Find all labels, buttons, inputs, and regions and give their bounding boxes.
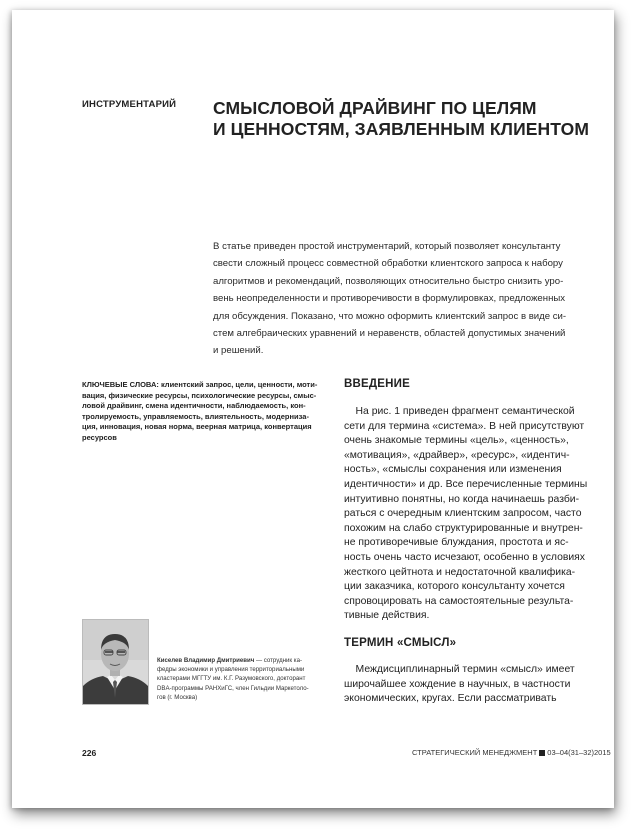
footer-journal bbox=[412, 748, 611, 757]
body-line: жесткого цейтнота и недостаточной квалифика- bbox=[344, 566, 576, 578]
journal-name: СТРАТЕГИЧЕСКИЙ МЕНЕДЖМЕНТ bbox=[412, 748, 538, 757]
author-line: федры экономики и управления территориальными bbox=[157, 666, 305, 674]
author-line: гов (г. Москва) bbox=[157, 693, 198, 701]
body-line: ность очень часто исчезают, особенно в условиях bbox=[344, 551, 585, 563]
separator-square-icon bbox=[539, 750, 545, 756]
body-line: похожим на слабо структурированные и внутрен- bbox=[344, 522, 583, 534]
body-line: «мотивация», «драйвер», «ресурс», «идентич- bbox=[344, 449, 570, 461]
body-line: идентичности» и др. Все перечисленные термины bbox=[344, 478, 588, 490]
body-line: не противоречивые блуждания, простота и яс- bbox=[344, 537, 569, 549]
intro-heading: ВВЕДЕНИЕ bbox=[344, 378, 410, 390]
keywords-line: ция, инновация, новая норма, веерная матрица, конвертация bbox=[82, 422, 312, 432]
abstract-line: алгоритмов и рекомендаций, позволяющих относительно быстро снизить уро- bbox=[213, 275, 564, 287]
body-line: интуитивно понятны, но когда начинаешь разби- bbox=[344, 493, 580, 505]
author-line: кластерами МГГТУ им. К.Г. Разумовского, докторант bbox=[157, 675, 306, 683]
term-heading: ТЕРМИН «СМЫСЛ» bbox=[344, 637, 457, 649]
body-line: тивные действия. bbox=[344, 610, 430, 622]
abstract-line: вень неопределенности и противоречивости в формулировках, предложенных bbox=[213, 293, 566, 305]
keywords-line: ресурсов bbox=[82, 432, 117, 442]
keywords bbox=[82, 380, 332, 444]
author-photo bbox=[82, 619, 149, 705]
abstract bbox=[213, 238, 595, 360]
body-line: широчайшее хождение в научных, в частности bbox=[344, 678, 571, 690]
page-number: 226 bbox=[82, 748, 97, 758]
author-role: — сотрудник ка- bbox=[254, 657, 302, 664]
body-line: раться с очередным клиентским запросом, часто bbox=[344, 508, 582, 520]
body-line: очень знакомые термины «цель», «ценность», bbox=[344, 435, 569, 447]
body-line: На рис. 1 приведен фрагмент семантической bbox=[344, 406, 575, 417]
journal-page bbox=[12, 10, 614, 808]
title-line: СМЫСЛОВОЙ ДРАЙВИНГ ПО ЦЕЛЯМ bbox=[213, 98, 537, 118]
keywords-line: КЛЮЧЕВЫЕ СЛОВА: клиентский запрос, цели, ценности, моти- bbox=[82, 380, 318, 389]
title-line: И ЦЕННОСТЯМ, ЗАЯВЛЕННЫМ КЛИЕНТОМ bbox=[213, 118, 589, 139]
body-line: ции заказчика, которого консультанту хочется bbox=[344, 581, 565, 593]
term-body bbox=[344, 663, 594, 707]
body-line: спровоцировать на самостоятельные результа- bbox=[344, 595, 574, 607]
author-line: DBA-программы РАНХиГС, член Гильдии Маркетоло- bbox=[157, 684, 309, 692]
abstract-line: В статье приведен простой инструментарий, который позволяет консультанту bbox=[213, 241, 561, 252]
keywords-line: тролируемость, управляемость, влиятельность, модерниза- bbox=[82, 411, 309, 421]
abstract-line: для обсуждения. Показано, что можно оформить клиентский запрос в виде си- bbox=[213, 310, 567, 322]
section-label: ИНСТРУМЕНТАРИЙ bbox=[82, 99, 177, 110]
body-line: экономических, кругах. Если рассматривать bbox=[344, 693, 557, 705]
keywords-line: вация, физические ресурсы, психологические ресурсы, смыс- bbox=[82, 390, 317, 400]
author-name: Киселев Владимир Дмитриевич bbox=[157, 657, 255, 664]
keywords-line: ловой драйвинг, смена идентичности, наблюдаемость, кон- bbox=[82, 401, 306, 411]
abstract-line: стем алгебраических уравнений и неравенств, областей допустимых значений bbox=[213, 328, 566, 340]
journal-issue: 03–04(31–32)2015 bbox=[547, 748, 611, 757]
author-portrait-icon bbox=[83, 620, 148, 704]
author-line bbox=[157, 656, 332, 665]
body-line: сети для термина «система». В ней присутствуют bbox=[344, 420, 585, 432]
body-line: ность», «смыслы сохранения или изменения bbox=[344, 464, 562, 476]
intro-body bbox=[344, 405, 594, 624]
author-info bbox=[157, 656, 332, 702]
body-line: Междисциплинарный термин «смысл» имеет bbox=[344, 664, 575, 675]
abstract-line: свести сложный процесс совместной обработки клиентского запроса к набору bbox=[213, 258, 563, 270]
abstract-line: и решений. bbox=[213, 345, 264, 357]
article-title bbox=[213, 98, 593, 139]
